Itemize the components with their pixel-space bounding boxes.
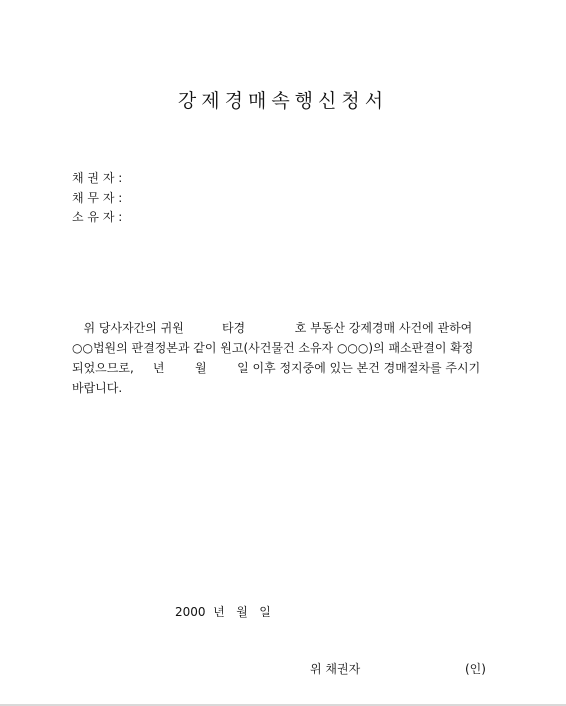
date-line: 2000 년 월 일 xyxy=(175,605,271,619)
body-line-3: 되었으므로, 년 월 일 이후 정지중에 있는 본건 경매절차를 주시기 xyxy=(72,361,481,375)
owner-label: 소 유 자 : xyxy=(72,210,123,224)
creditor-label: 채 권 자 : xyxy=(72,171,123,185)
body-line-2: ○○법원의 판결정본과 같이 원고(사건물건 소유자 ○○○)의 패소판결이 확정 xyxy=(72,341,474,355)
body-line-1: 위 당사자간의 귀원 타경 호 부동산 강제경매 사건에 관하여 xyxy=(72,321,473,335)
seal-mark: (인) xyxy=(465,662,486,676)
signer-label: 위 채권자 xyxy=(310,662,361,676)
document-title: 강제경매속행신청서 xyxy=(177,90,389,112)
request-body xyxy=(72,318,492,398)
body-line-4: 바랍니다. xyxy=(72,381,123,395)
debtor-label: 채 무 자 : xyxy=(72,190,123,205)
party-list xyxy=(72,169,122,228)
